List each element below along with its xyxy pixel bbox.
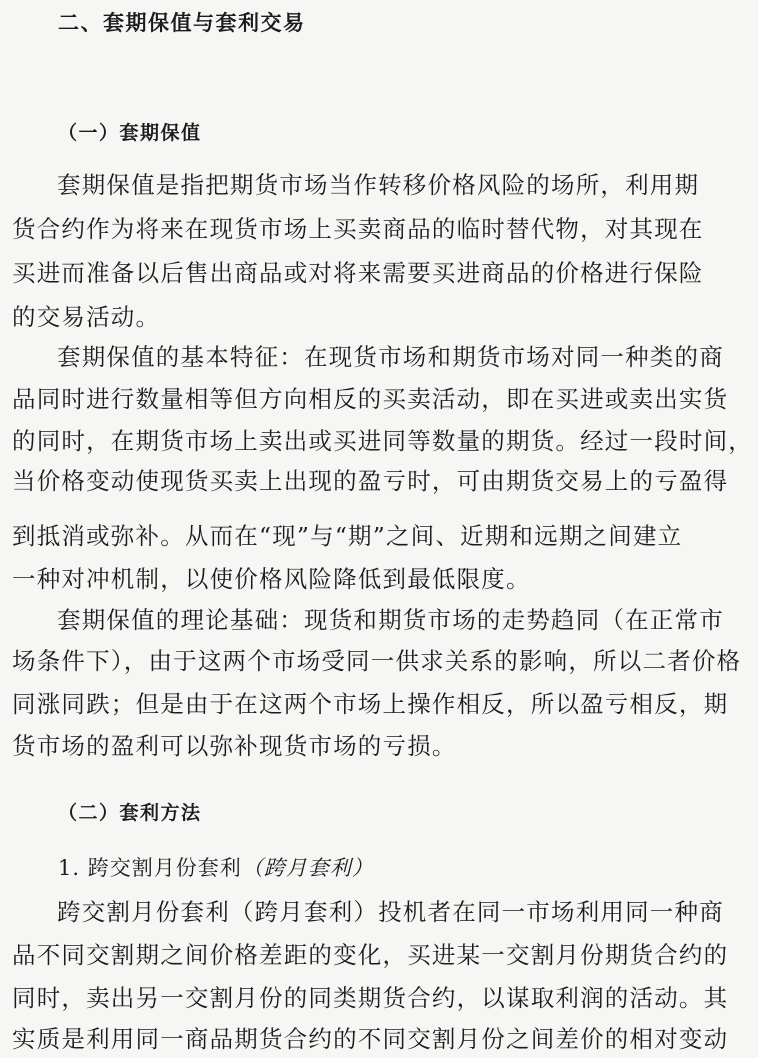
subsection-title-hedging: （一）套期保值	[58, 122, 202, 144]
text-line: 的交易活动。	[12, 303, 161, 331]
item-title-text: 1. 跨交割月份套利	[58, 856, 242, 880]
text-line: 同时，卖出另一交割月份的同类期货合约，以谋取利润的活动。其	[12, 984, 729, 1012]
text-line: 当价格变动使现货买卖上出现的盈亏时，可由期货交易上的亏盈得	[12, 467, 729, 495]
text-line: 跨交割月份套利（跨月套利）投机者在同一市场利用同一种商	[57, 898, 724, 926]
subsection-title-arbitrage: （二）套利方法	[58, 802, 202, 824]
text-line: 同涨同跌；但是由于在这两个市场上操作相反，所以盈亏相反，期	[12, 690, 729, 718]
text-line: 一种对冲机制，以使价格风险降低到最低限度。	[12, 565, 531, 593]
text-line: 货合约作为将来在现货市场上买卖商品的临时替代物，对其现在	[12, 215, 704, 243]
text-line: 套期保值的理论基础：现货和期货市场的走势趋同（在正常市	[57, 606, 724, 634]
text-line: 的同时，在期货市场上卖出或买进同等数量的期货。经过一段时间，	[12, 427, 753, 455]
text-line: 到抵消或弥补。从而在“现”与“期”之间、近期和远期之间建立	[12, 522, 683, 550]
text-line: 货市场的盈利可以弥补现货市场的亏损。	[12, 732, 457, 760]
text-line: 品不同交割期之间价格差距的变化，买进某一交割月份期货合约的	[12, 941, 729, 969]
section-title: 二、套期保值与套利交易	[58, 11, 306, 35]
text-line: 场条件下），由于这两个市场受同一供求关系的影响，所以二者价格	[12, 647, 742, 675]
item-title-parenthetical: （跨月套利）	[241, 856, 374, 880]
text-line: 套期保值的基本特征：在现货市场和期货市场对同一种类的商	[57, 343, 724, 371]
text-line: 套期保值是指把期货市场当作转移价格风险的场所，利用期	[57, 171, 700, 199]
text-line: 实质是利用同一商品期货合约的不同交割月份之间差价的相对变动	[12, 1025, 729, 1053]
item-title-inter-delivery	[58, 853, 374, 883]
text-line: 买进而准备以后售出商品或对将来需要买进商品的价格进行保险	[12, 259, 704, 287]
text-line: 品同时进行数量相等但方向相反的买卖活动，即在买进或卖出实货	[12, 385, 729, 413]
